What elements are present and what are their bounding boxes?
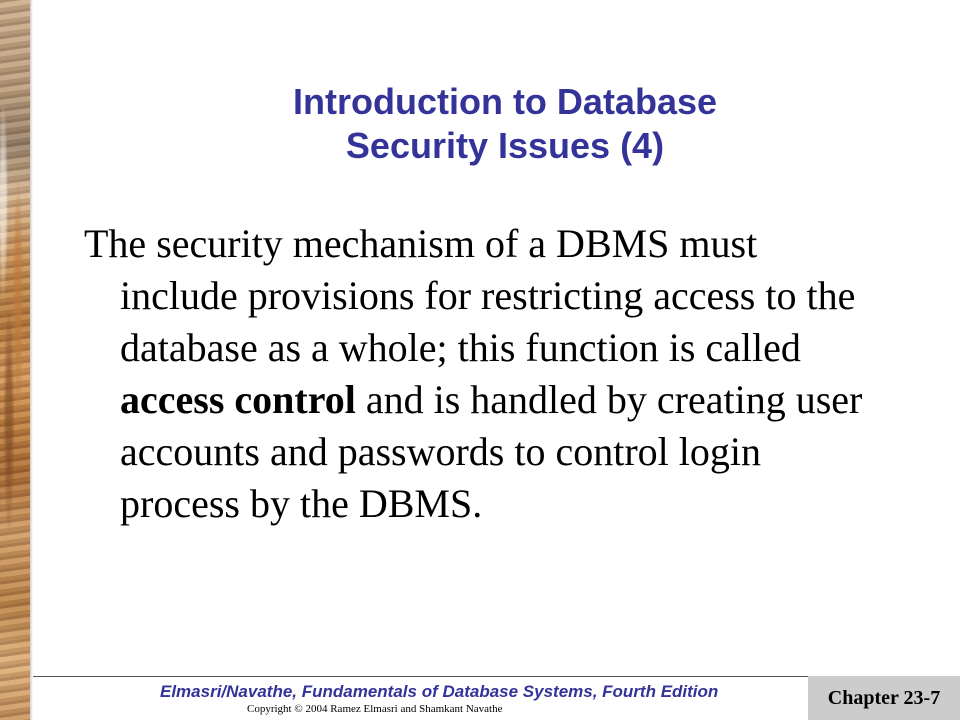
strip-shadow (30, 0, 33, 720)
body-text-part-2: and is handled by creating user accounts and passwords to control login process by the DBMS. (120, 377, 863, 526)
footer-divider (33, 676, 808, 677)
footer-book-citation: Elmasri/Navathe, Fundamentals of Database Systems, Fourth Edition (160, 682, 719, 701)
decorative-desert-image-strip (0, 0, 30, 720)
chapter-label: Chapter 23-7 (827, 686, 941, 709)
body-emphasis-access-control: access control (120, 377, 356, 422)
footer-copyright: Copyright © 2004 Ramez Elmasri and Shamkant Navathe (247, 703, 503, 715)
slide-title-line-1: Introduction to Database (292, 81, 718, 122)
chapter-badge (808, 676, 960, 720)
slide-body-paragraph (84, 218, 880, 530)
slide-title-line-2: Security Issues (4) (345, 125, 665, 166)
body-text-part-1: The security mechanism of a DBMS must include provisions for restricting access to the database as a whole; this function is called (84, 221, 856, 370)
slide-title (130, 80, 880, 168)
